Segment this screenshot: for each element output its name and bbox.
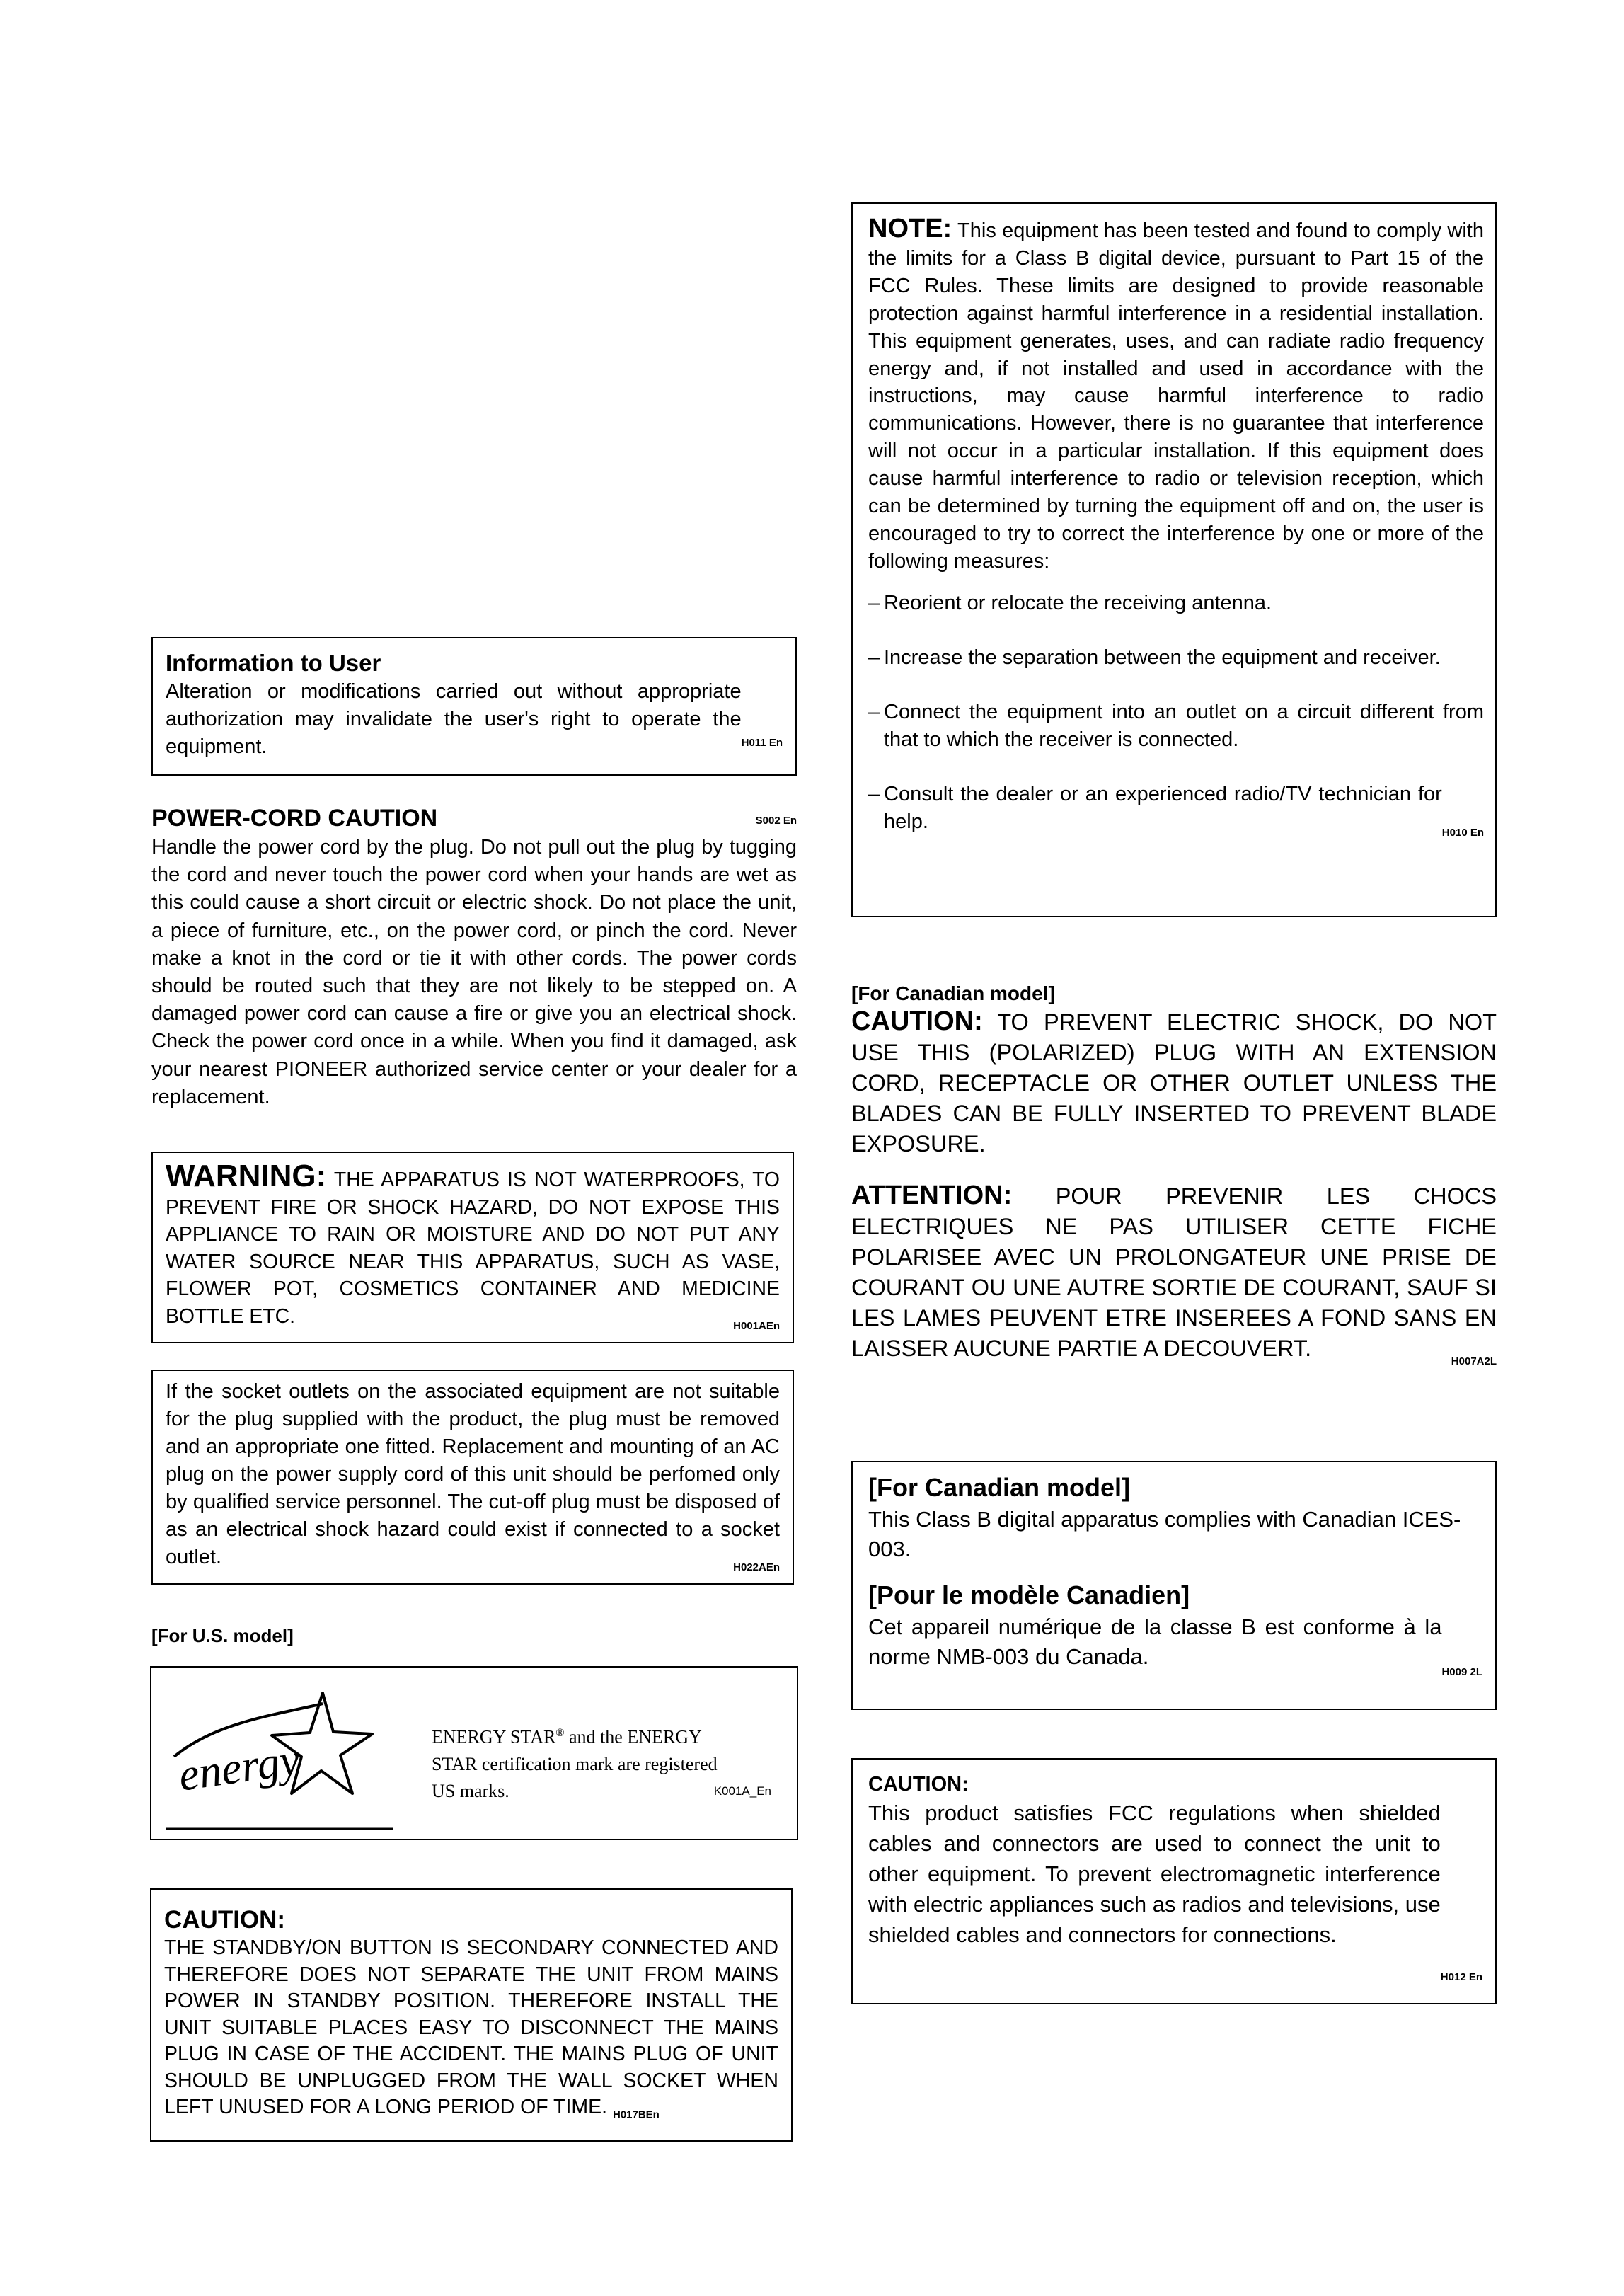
warning-box xyxy=(151,1152,794,1343)
caution-fcc-title: CAUTION: xyxy=(868,1773,969,1796)
power-cord-title: POWER-CORD CAUTION xyxy=(151,805,438,832)
fcc-measures-list xyxy=(868,590,1484,846)
caution-fcc-text xyxy=(868,1798,1482,1983)
list-item: – Increase the separation between the equipment and receiver. xyxy=(868,645,1441,669)
socket-box xyxy=(151,1370,794,1585)
caution-standby-body: THE STANDBY/ON BUTTON IS SECONDARY CONNECTED AND THEREFORE DOES NOT SEPARATE THE UNIT FROM MAINS POWER IN STANDBY POSITION. THEREFORE INSTALL THE UNIT SUITABLE PLACES EASY TO DISCONNECT THE MAINS PLUG IN CASE OF THE ACCIDENT. THE MAINS PLUG OF UNIT SHOULD BE UNPLUGGED FROM THE WALL SOCKET WHEN LEFT UNUSED FOR A LONG PERIOD OF TIME. xyxy=(164,1936,778,2118)
power-cord-section xyxy=(151,803,797,1111)
ices-code: H009 2L xyxy=(1441,1666,1482,1678)
canadian-caution-body: TO PREVENT ELECTRIC SHOCK, DO NOT USE THIS (POLARIZED) PLUG WITH AN EXTENSION CORD, RECEPTACLE OR OTHER OUTLET UNLESS THE BLADES CAN BE FULLY INSERTED TO PREVENT BLADE EXPOSURE. xyxy=(851,1009,1497,1156)
warning-body: THE APPARATUS IS NOT WATERPROOFS, TO PREVENT FIRE OR SHOCK HAZARD, DO NOT EXPOSE THIS APPLIANCE TO RAIN OR MOISTURE AND DO NOT PUT ANY WATER SOURCE NEAR THIS APPARATUS, SUCH AS VASE, FLOWER POT, COSMETICS CONTAINER AND MEDICINE BOTTLE ETC. xyxy=(166,1169,781,1328)
list-item: – Connect the equipment into an outlet on a circuit different from that to which the receiver is connected. xyxy=(868,700,1484,751)
warning-text xyxy=(166,1159,781,1332)
canadian-plug-label: [For Canadian model] xyxy=(851,982,1055,1004)
info-user-title: Information to User xyxy=(166,650,381,676)
socket-code: H022AEn xyxy=(733,1561,780,1573)
warning-lead: WARNING: xyxy=(166,1159,327,1193)
canadian-attention-lead: ATTENTION: xyxy=(851,1181,1013,1210)
info-user-body: H011 En Alteration or modifications carried out without appropriate authorization may invalidate the user's right to operate the equipment. xyxy=(166,680,783,758)
info-user-code: H011 En xyxy=(741,737,783,749)
fcc-note-box xyxy=(851,202,1497,917)
energy-logo-text: energy xyxy=(175,1733,303,1801)
canadian-plug-section xyxy=(851,981,1497,1377)
ices-body-fr: H009 2L Cet appareil numérique de la classe B est conforme à la norme NMB-003 du Canada. xyxy=(868,1612,1482,1672)
socket-body: If the socket outlets on the associated equipment are not suitable for the plug supplied with the product, the plug must be removed and an appropriate one fitted. Replacement and mounting of an AC plug on the power supply cord of this unit should be perfomed only by qualified service personnel. The cut-off plug must be disposed of as an electrical shock hazard could exist if connected to a socket outlet. xyxy=(166,1380,780,1568)
ices-body-en: This Class B digital apparatus complies with Canadian ICES-003. xyxy=(868,1507,1461,1561)
list-item: – H010 En Consult the dealer or an experienced radio/TV technician for help. xyxy=(868,781,1484,846)
caution-standby-code: H017BEn xyxy=(612,2108,660,2121)
power-cord-code: S002 En xyxy=(755,815,797,827)
caution-standby-box xyxy=(150,1888,793,2142)
ices-title-en: [For Canadian model] xyxy=(868,1473,1131,1502)
energy-star-box xyxy=(150,1666,798,1840)
caution-standby-title: CAUTION: xyxy=(164,1906,286,1934)
us-model-label: [For U.S. model] xyxy=(151,1625,294,1646)
canadian-ices-box xyxy=(851,1461,1497,1710)
fcc-note-lead: NOTE: xyxy=(868,214,952,243)
energy-star-logo xyxy=(160,1672,401,1835)
socket-text xyxy=(166,1378,780,1571)
canadian-attention-body: POUR PREVENIR LES CHOCS ELECTRIQUES NE PAS UTILISER CETTE FICHE POLARISEE AVEC UN PROLONGATEUR UNE PRISE DE COURANT OU UNE AUTRE SORTIE DE COURANT, SAUF SI LES LAMES PEUVENT ETRE INSEREES A FOND SANS EN LAISSER AUCUNE PARTIE A DECOUVERT. xyxy=(851,1183,1497,1361)
canadian-attention xyxy=(851,1181,1497,1367)
fcc-note-text xyxy=(868,215,1484,575)
caution-fcc-body: This product satisfies FCC regulations when shielded cables and connectors are used to connect the unit to other equipment. To prevent electromagnetic interference with electric appliances such as radios and televisions, use shielded cables and connectors for connections. xyxy=(868,1801,1441,1947)
fcc-note-body: This equipment has been tested and found to comply with the limits for a Class B digital device, pursuant to Part 15 of the FCC Rules. These limits are designed to provide reasonable protection against harmful interference in a residential installation. This equipment generates, uses, and can radiate radio frequency energy and, if not installed and used in accordance with the instructions, may cause harmful interference to radio communications. However, there is no guarantee that interference will not occur in a particular installation. If this equipment does cause harmful interference to radio or television reception, which can be determined by turning the equipment off and on, the user is encouraged to try to correct the interference by one or more of the following measures: xyxy=(868,219,1484,573)
canadian-caution-lead: CAUTION: xyxy=(851,1006,983,1036)
warning-code: H001AEn xyxy=(733,1319,780,1332)
info-user-box xyxy=(151,637,797,776)
list-item: – Reorient or relocate the receiving antenna. xyxy=(868,591,1272,614)
ices-title-fr: [Pour le modèle Canadien] xyxy=(868,1580,1190,1609)
caution-fcc-box xyxy=(851,1758,1497,2004)
caution-fcc-code: H012 En xyxy=(1440,1971,1482,1983)
fcc-note-code: H010 En xyxy=(1441,826,1484,839)
power-cord-body: Handle the power cord by the plug. Do not pull out the plug by tugging the cord and never touch the power cord when your hands are wet as this could cause a short circuit or electric shock. Do not place the unit, a piece of furniture, etc., on the power cord, or pinch the cord. Never make a knot in the cord or tie it with other cords. The power cords should be routed such that they are not likely to be stepped on. A damaged power cord can cause a fire or give you an electrical shock. Check the power cord once in a while. When you find it damaged, ask your nearest PIONEER authorized service center or your dealer for a replacement. xyxy=(151,836,797,1108)
canadian-caution xyxy=(851,1006,1497,1159)
energy-star-text: ENERGY STAR® and the ENERGY STAR certification mark are registered US marks. K001A_En xyxy=(432,1720,785,1805)
energy-code: K001A_En xyxy=(713,1784,771,1798)
caution-standby-text xyxy=(164,1935,778,2128)
canadian-plug-code: H007A2L xyxy=(1451,1355,1497,1367)
